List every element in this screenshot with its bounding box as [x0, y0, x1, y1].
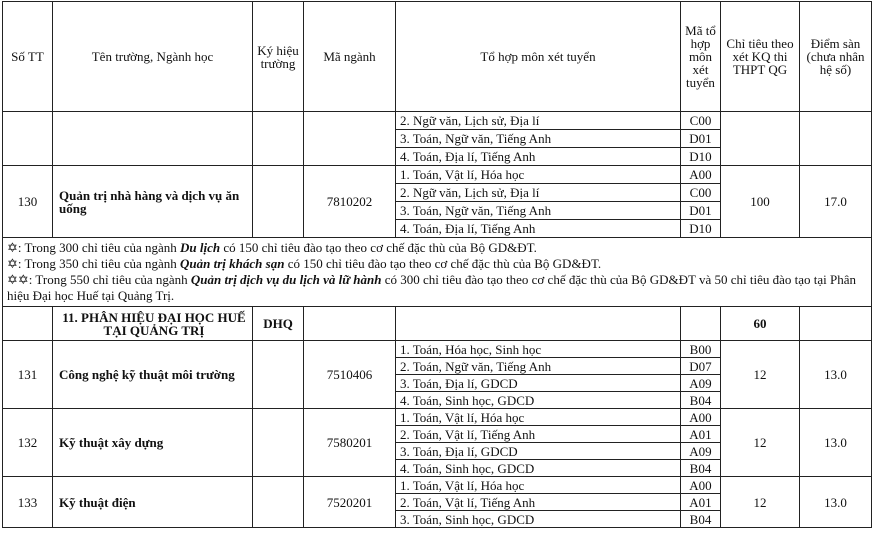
score-cell: 17.0: [800, 166, 872, 238]
code-cell: [304, 112, 396, 166]
table-row: [3, 341, 872, 358]
quota-cell: 12: [721, 477, 800, 528]
major-code: 7510406: [304, 341, 396, 409]
quota-cell: 100: [721, 166, 800, 238]
combo-code-cell: C00: [681, 184, 721, 202]
header-row: [3, 2, 872, 112]
combo-cell: 4. Toán, Sinh học, GDCD: [396, 392, 681, 409]
score-cell: [800, 112, 872, 166]
symbol-cell: [253, 112, 304, 166]
symbol-cell: [253, 409, 304, 477]
table-row: [3, 477, 872, 494]
combo-code-cell: D10: [681, 220, 721, 238]
symbol-cell: [253, 166, 304, 238]
combo-code-cell: A00: [681, 166, 721, 184]
combo-cell: 1. Toán, Hóa học, Sinh học: [396, 341, 681, 358]
header-stt: Số TT: [3, 2, 53, 112]
header-school: Tên trường, Ngành học: [53, 2, 253, 112]
combo-cell: 3. Toán, Địa lí, GDCD: [396, 375, 681, 392]
combo-cell: 4. Toán, Địa lí, Tiếng Anh: [396, 148, 681, 166]
combo-code-cell: D01: [681, 130, 721, 148]
combo-code-cell: A01: [681, 426, 721, 443]
combo-cell: 2. Toán, Ngữ văn, Tiếng Anh: [396, 358, 681, 375]
header-quota: Chỉ tiêu theo xét KQ thi THPT QG: [721, 2, 800, 112]
combo-code-cell: B04: [681, 392, 721, 409]
combo-code-cell: A09: [681, 375, 721, 392]
notes-cell: [3, 238, 872, 307]
header-score: Điểm sàn (chưa nhân hệ số): [800, 2, 872, 112]
combo-code-cell: B04: [681, 511, 721, 528]
combo-code-cell: A01: [681, 494, 721, 511]
combo-code-cell: A00: [681, 409, 721, 426]
quota-cell: 12: [721, 341, 800, 409]
major-code: 7580201: [304, 409, 396, 477]
note-line: ✡: Trong 300 chỉ tiêu của ngành Du lịch có 150 chỉ tiêu đào tạo theo cơ chế đặc thù của Bộ GD&ĐT.: [7, 240, 537, 255]
major-code: 7520201: [304, 477, 396, 528]
section-row: [3, 307, 872, 341]
header-symbol: Ký hiệu trường: [253, 2, 304, 112]
major-name: Quản trị nhà hàng và dịch vụ ăn uống: [53, 166, 253, 238]
score-cell: 13.0: [800, 409, 872, 477]
combo-cell: 3. Toán, Địa lí, GDCD: [396, 443, 681, 460]
combo-cell: 4. Toán, Sinh học, GDCD: [396, 460, 681, 477]
section-name: 11. PHÂN HIỆU ĐẠI HỌC HUẾ TẠI QUẢNG TRỊ: [53, 307, 253, 341]
code-cell: [304, 307, 396, 341]
combo-cell: 2. Ngữ văn, Lịch sử, Địa lí: [396, 112, 681, 130]
combo-code-cell: [681, 307, 721, 341]
combo-code-cell: D01: [681, 202, 721, 220]
combo-code-cell: B04: [681, 460, 721, 477]
stt-cell: 133: [3, 477, 53, 528]
admissions-table: [2, 1, 872, 528]
combo-cell: 2. Toán, Vật lí, Tiếng Anh: [396, 426, 681, 443]
combo-cell: 1. Toán, Vật lí, Hóa học: [396, 409, 681, 426]
note-line: ✡✡: Trong 550 chỉ tiêu của ngành Quản trị dịch vụ du lịch và lữ hành có 300 chỉ tiêu đào tạo theo cơ chế đặc thù của Bộ GD&ĐT và 50 chỉ tiêu đào tạo tại Phân hiệu Đại học Huế tại Quảng Trị.: [7, 272, 856, 303]
table-row: [3, 112, 872, 130]
name-cell: [53, 112, 253, 166]
header-combo-code: Mã tổ hợp môn xét tuyển: [681, 2, 721, 112]
combo-cell: 2. Toán, Vật lí, Tiếng Anh: [396, 494, 681, 511]
combo-cell: 4. Toán, Địa lí, Tiếng Anh: [396, 220, 681, 238]
stt-cell: 130: [3, 166, 53, 238]
major-code: 7810202: [304, 166, 396, 238]
notes-row: [3, 238, 872, 307]
combo-code-cell: D07: [681, 358, 721, 375]
combo-code-cell: B00: [681, 341, 721, 358]
major-name: Kỹ thuật điện: [53, 477, 253, 528]
score-cell: 13.0: [800, 341, 872, 409]
quota-cell: 12: [721, 409, 800, 477]
symbol-cell: [253, 477, 304, 528]
combo-cell: 1. Toán, Vật lí, Hóa học: [396, 166, 681, 184]
stt-cell: 132: [3, 409, 53, 477]
quota-cell: [721, 112, 800, 166]
combo-cell: 3. Toán, Sinh học, GDCD: [396, 511, 681, 528]
header-combo: Tổ hợp môn xét tuyển: [396, 2, 681, 112]
score-cell: 13.0: [800, 477, 872, 528]
combo-code-cell: D10: [681, 148, 721, 166]
table-row: [3, 166, 872, 184]
combo-code-cell: C00: [681, 112, 721, 130]
stt-cell: [3, 307, 53, 341]
combo-cell: [396, 307, 681, 341]
score-cell: [800, 307, 872, 341]
stt-cell: 131: [3, 341, 53, 409]
major-name: Công nghệ kỹ thuật môi trường: [53, 341, 253, 409]
combo-code-cell: A00: [681, 477, 721, 494]
section-quota: 60: [721, 307, 800, 341]
section-symbol: DHQ: [253, 307, 304, 341]
combo-code-cell: A09: [681, 443, 721, 460]
stt-cell: [3, 112, 53, 166]
combo-cell: 1. Toán, Vật lí, Hóa học: [396, 477, 681, 494]
combo-cell: 3. Toán, Ngữ văn, Tiếng Anh: [396, 130, 681, 148]
header-major-code: Mã ngành: [304, 2, 396, 112]
table-row: [3, 409, 872, 426]
note-line: ✡: Trong 350 chỉ tiêu của ngành Quản trị khách sạn có 150 chỉ tiêu đào tạo theo cơ chế đặc thù của Bộ GD&ĐT.: [7, 256, 602, 271]
combo-cell: 3. Toán, Ngữ văn, Tiếng Anh: [396, 202, 681, 220]
major-name: Kỹ thuật xây dựng: [53, 409, 253, 477]
symbol-cell: [253, 341, 304, 409]
combo-cell: 2. Ngữ văn, Lịch sử, Địa lí: [396, 184, 681, 202]
